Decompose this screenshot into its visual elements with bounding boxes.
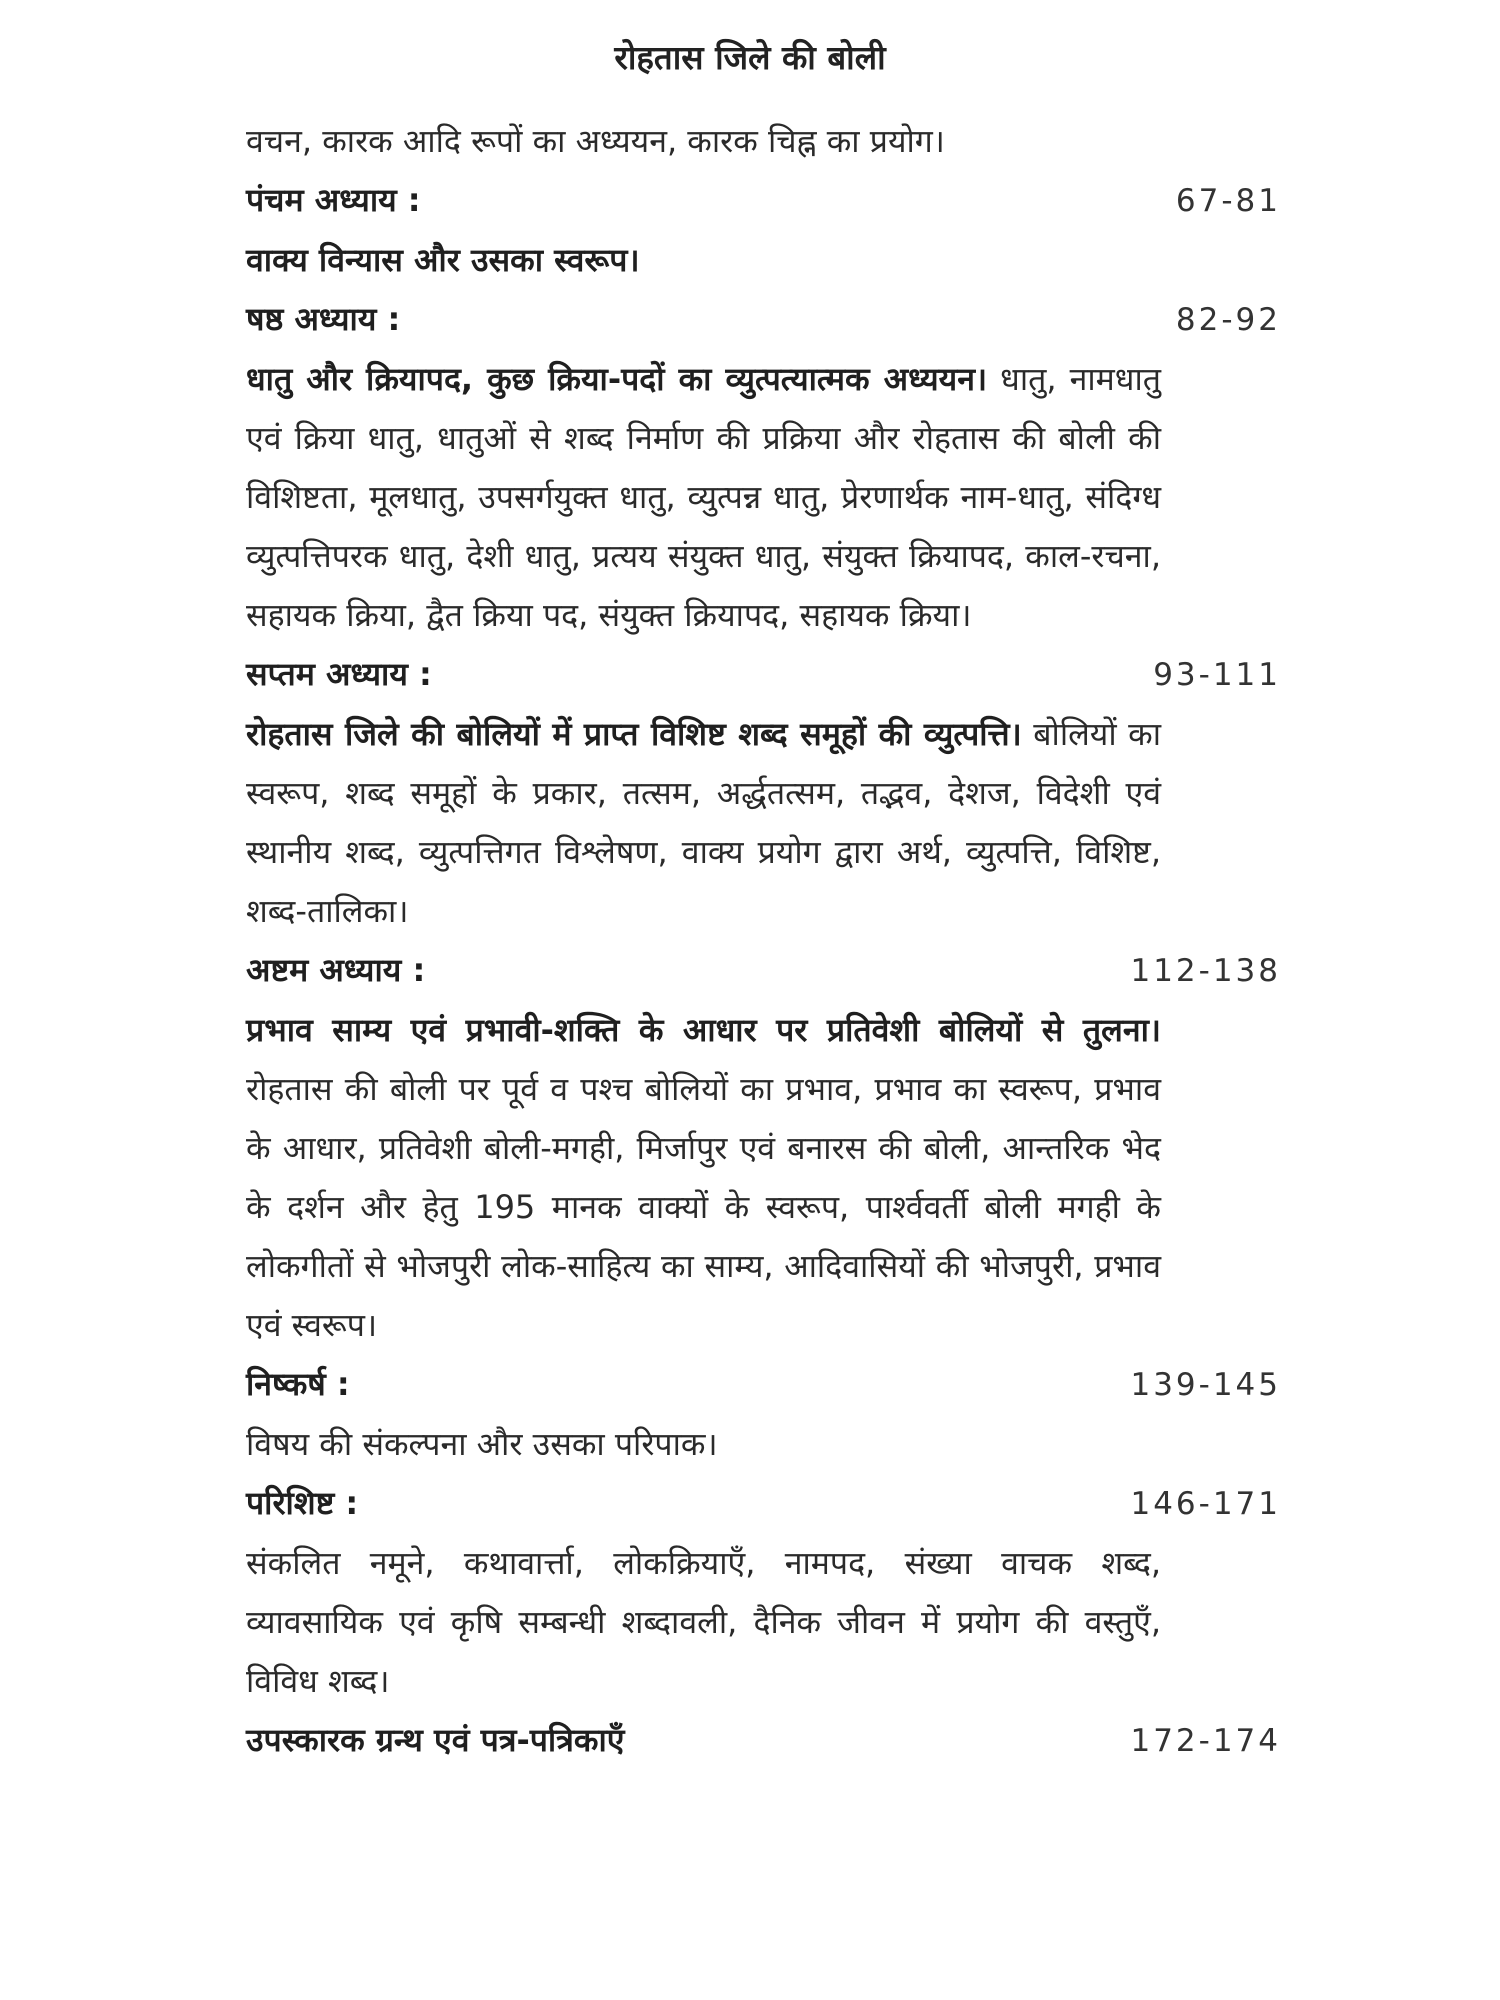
chapter-heading: पंचम अध्याय :: [246, 181, 421, 219]
table-of-contents: [246, 112, 1281, 1771]
chapter-title-bold: रोहतास जिले की बोलियों में प्राप्त विशिष्ट शब्द समूहों की व्युत्पत्ति।: [246, 715, 1022, 753]
chapter-details: धातु, नामधातु एवं क्रिया धातु, धातुओं से शब्द निर्माण की प्रक्रिया और रोहतास की बोली की विशिष्टता, मूलधातु, उपसर्गयुक्त धातु, व्युत्पन्न धातु, प्रेरणार्थक नाम-धातु, संदिग्ध व्युत्पत्तिपरक धातु, देशी धातु, प्रत्यय संयुक्त धातु, संयुक्त क्रियापद, काल-रचना, सहायक क्रिया, द्वैत क्रिया पद, संयुक्त क्रियापद, सहायक क्रिया।: [246, 360, 1161, 634]
chapter-heading: निष्कर्ष :: [246, 1365, 350, 1403]
page-range: 82-92: [1175, 302, 1281, 338]
chapter-title-bold: प्रभाव साम्य एवं प्रभावी-शक्ति के आधार पर प्रतिवेशी बोलियों से तुलना।: [246, 1011, 1161, 1049]
chapter-title-bold: वाक्य विन्यास और उसका स्वरूप।: [246, 241, 640, 279]
chapter-description: [246, 231, 1161, 290]
chapter-heading: अष्टम अध्याय :: [246, 951, 426, 989]
toc-entry-heading: [246, 645, 1281, 705]
chapter-details: विषय की संकल्पना और उसका परिपाक।: [246, 1425, 718, 1463]
toc-entry-heading: [246, 171, 1281, 231]
page-range: 172-174: [1130, 1723, 1281, 1759]
chapter-description: [246, 1415, 1161, 1474]
toc-entry-heading: [246, 1474, 1281, 1534]
chapter-details: रोहतास की बोली पर पूर्व व पश्च बोलियों का प्रभाव, प्रभाव का स्वरूप, प्रभाव के आधार, प्रतिवेशी बोली-मगही, मिर्जापुर एवं बनारस की बोली, आन्तरिक भेद के दर्शन और हेतु 195 मानक वाक्यों के स्वरूप, पार्श्ववर्ती बोली मगही के लोकगीतों से भोजपुरी लोक-साहित्य का साम्य, आदिवासियों की भोजपुरी, प्रभाव एवं स्वरूप।: [246, 1070, 1161, 1344]
chapter-details: संकलित नमूने, कथावार्त्ता, लोकक्रियाएँ, नामपद, संख्या वाचक शब्द, व्यावसायिक एवं कृषि सम्बन्धी शब्दावली, दैनिक जीवन में प्रयोग की वस्तुएँ, विविध शब्द।: [246, 1544, 1161, 1700]
chapter-title-bold: धातु और क्रियापद, कुछ क्रिया-पदों का व्युत्पत्यात्मक अध्ययन।: [246, 360, 988, 398]
chapter-description: [246, 1534, 1161, 1711]
toc-entry-heading: [246, 941, 1281, 1001]
chapter-heading: षष्ठ अध्याय :: [246, 300, 401, 338]
page-range: 112-138: [1130, 953, 1281, 989]
chapter-heading: उपस्कारक ग्रन्थ एवं पत्र-पत्रिकाएँ: [246, 1721, 625, 1759]
chapter-details: बोलियों का स्वरूप, शब्द समूहों के प्रकार, तत्सम, अर्द्धतत्सम, तद्भव, देशज, विदेशी एवं स्थानीय शब्द, व्युत्पत्तिगत विश्लेषण, वाक्य प्रयोग द्वारा अर्थ, व्युत्पत्ति, विशिष्ट, शब्द-तालिका।: [246, 715, 1162, 930]
page-range: 139-145: [1130, 1367, 1281, 1403]
running-head: रोहतास जिले की बोली: [614, 38, 886, 77]
chapter-heading: सप्तम अध्याय :: [246, 655, 432, 693]
page-range: 146-171: [1130, 1486, 1281, 1522]
intro-text: वचन, कारक आदि रूपों का अध्ययन, कारक चिह्न का प्रयोग।: [246, 122, 945, 160]
chapter-description: [246, 350, 1161, 645]
toc-entry-heading: [246, 1711, 1281, 1771]
chapter-heading: परिशिष्ट :: [246, 1484, 359, 1522]
chapter-description: [246, 705, 1161, 941]
toc-entry-heading: [246, 1355, 1281, 1415]
toc-entry-heading: [246, 290, 1281, 350]
page-range: 67-81: [1175, 183, 1281, 219]
chapter-description: [246, 1001, 1161, 1355]
page-range: 93-111: [1153, 657, 1281, 693]
